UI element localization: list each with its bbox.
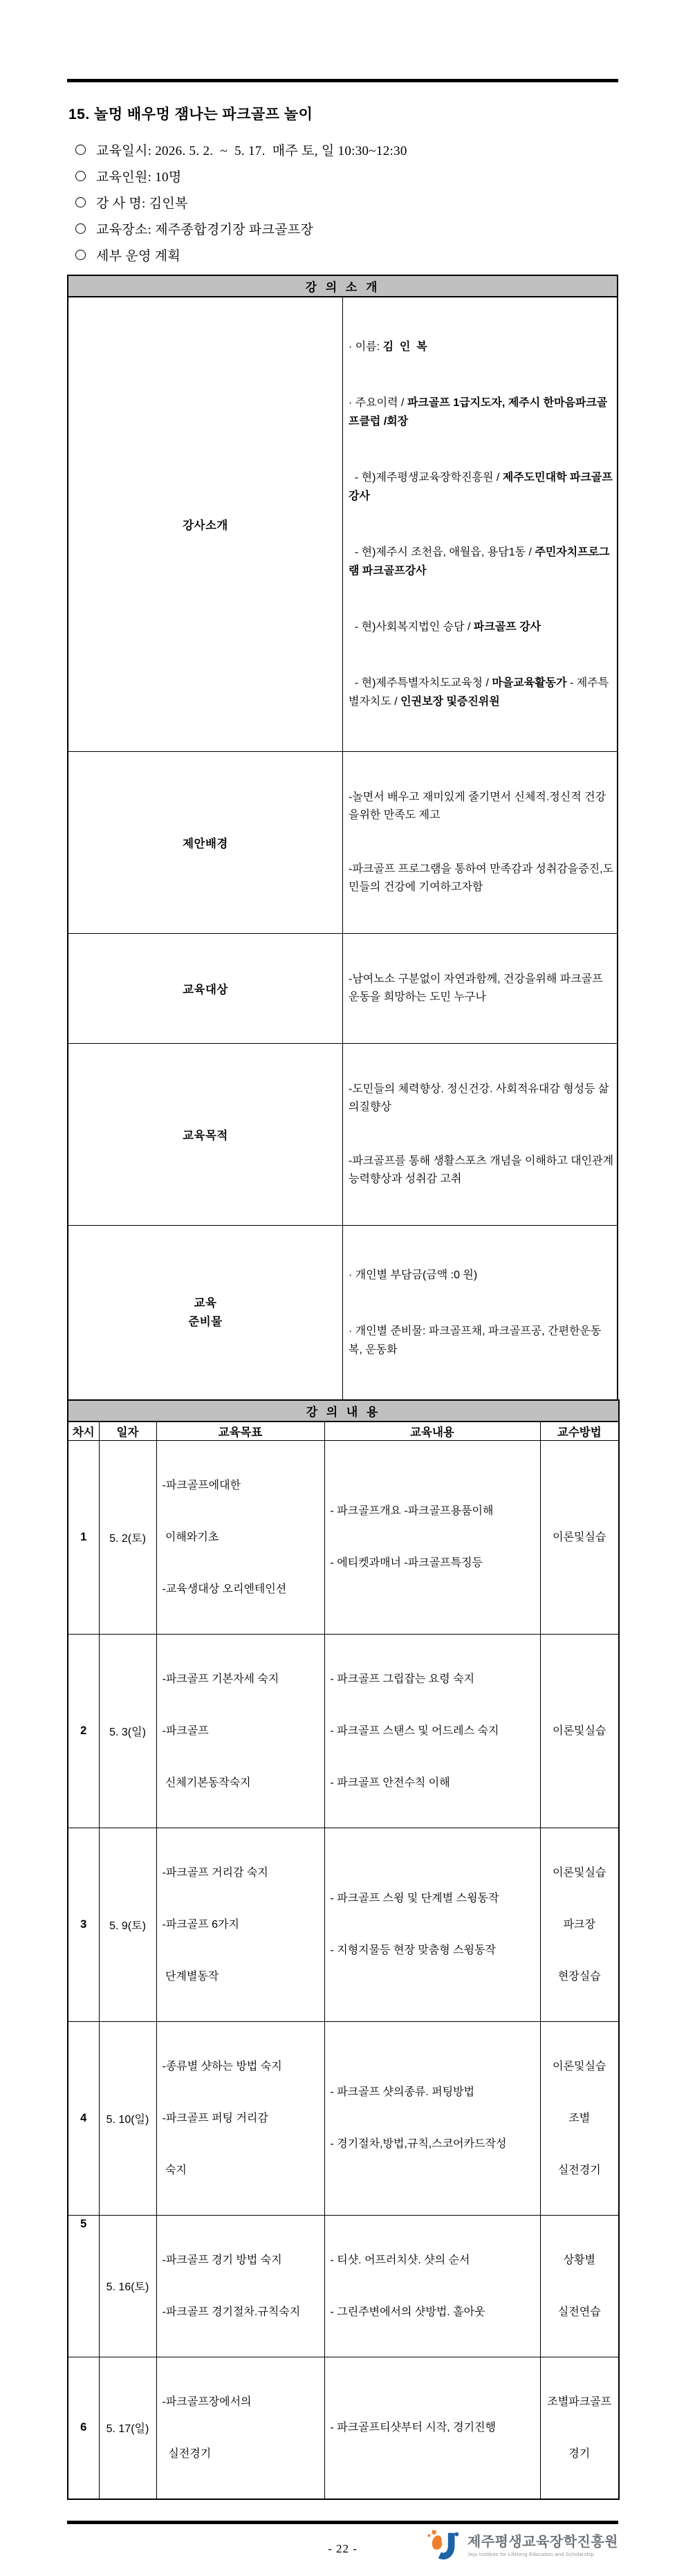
top-rule: [67, 79, 618, 82]
page-title: 15. 놀멍 배우멍 잼나는 파크골프 놀이: [68, 107, 313, 122]
table-row-background: [68, 752, 618, 934]
circle-bullet-icon: [75, 250, 86, 260]
logo-j-icon: [427, 2528, 463, 2564]
column-header-no: 차시: [68, 1422, 99, 1440]
section-header-intro: 강 의 소 개: [68, 275, 618, 297]
table-row: [68, 2021, 619, 2215]
bullet-list: [75, 136, 618, 268]
target-cell: [343, 934, 618, 1044]
circle-bullet-icon: [75, 197, 86, 208]
session-date: 5. 10(일): [99, 2021, 156, 2215]
session-goals: -파크골프장에서의 실전경기: [156, 2357, 324, 2499]
session-method: 이론및실습: [540, 1634, 619, 1828]
bullet-text: 강 사 명: 김인복: [96, 196, 188, 211]
session-date: 5. 9(토): [99, 1828, 156, 2021]
column-header-goal: 교육목표: [156, 1422, 324, 1440]
table-section-header-row: [68, 275, 618, 297]
table-row-materials: [68, 1226, 618, 1401]
logo-text: [467, 2534, 618, 2558]
bullet-text: 교육장소: 제주종합경기장 파크골프장: [96, 222, 314, 237]
table-row-target: [68, 934, 618, 1044]
logo-title: 제주평생교육장학진흥원: [467, 2534, 618, 2550]
session-contents: - 파크골프 그립잡는 요령 숙지 - 파크골프 스탠스 및 어드레스 숙지 - 파크골프 안전수칙 이해: [324, 1634, 540, 1828]
bullet-text: 교육인원: 10명: [96, 169, 182, 185]
session-goals: -파크골프 경기 방법 숙지 -파크골프 경기절차.규칙숙지: [156, 2215, 324, 2357]
table-row: [68, 1634, 619, 1828]
lecture-content-table: [67, 1399, 620, 2500]
session-contents: - 티샷. 어프러치샷. 샷의 순서 - 그린주변에서의 샷방법. 홀아웃: [324, 2215, 540, 2357]
session-date: 5. 16(토): [99, 2215, 156, 2357]
bullet-text: 세부 운영 계획: [96, 248, 181, 264]
materials-cell: [343, 1226, 618, 1401]
text-line: -남여노소 구분없이 자연과함께, 건강을위해 파크골프 운동을 희망하는 도민 누구나: [349, 973, 606, 1003]
session-date: 5. 3(일): [99, 1634, 156, 1828]
document-page: [67, 79, 618, 2576]
session-method: 조별파크골프 경기: [540, 2357, 619, 2499]
logo-subtitle: Jeju Institute for Lifelong Education and Scholarship: [467, 2551, 595, 2557]
table-row: [68, 2357, 619, 2499]
text-line: -놀면서 배우고 재미있게 줄기면서 신체적.정신적 건강을위한 만족도 제고: [349, 791, 606, 821]
session-method: 이론및실습 조별 실전경기: [540, 2021, 619, 2215]
instructor-line: - 현)제주특별자치도교육청 / 마을교육활동가 - 제주특별자치도 / 인권보장 및증진위원: [349, 677, 609, 708]
session-goals: -파크골프 기본자세 숙지 -파크골프 신체기본동작숙지: [156, 1634, 324, 1828]
text-line: · 개인별 부담금(금액 :0 원): [349, 1269, 478, 1281]
background-cell: [343, 752, 618, 934]
list-item: [75, 189, 618, 215]
session-date: 5. 2(토): [99, 1440, 156, 1634]
instructor-line: - 현)사회복지법인 승담 / 파크골프 강사: [349, 621, 541, 633]
table-row-instructor: [68, 297, 618, 752]
column-header-content: 교육내용: [324, 1422, 540, 1440]
list-item: [75, 136, 618, 163]
row-label: 교육목적: [68, 1044, 343, 1226]
list-item: [75, 163, 618, 189]
session-number: 4: [68, 2021, 99, 2215]
table-section-header-row: [68, 1400, 619, 1422]
text-line: -도민들의 체력향상. 정신건강. 사회적유대감 형성등 삶의질향상: [349, 1083, 609, 1113]
circle-bullet-icon: [75, 171, 86, 181]
circle-bullet-icon: [75, 145, 86, 155]
instructor-cell: [343, 297, 618, 752]
row-label: 강사소개: [68, 297, 343, 752]
instructor-line: · 주요이력 / 파크골프 1급지도자, 제주시 한마음파크골프클럽 /회장: [349, 397, 608, 427]
session-number: 3: [68, 1828, 99, 2021]
lecture-intro-table: [67, 275, 618, 1401]
jeju-institute-logo: [427, 2528, 618, 2564]
session-contents: - 파크골프개요 -파크골프용품이해 - 에티켓과매너 -파크골프특징등: [324, 1440, 540, 1634]
instructor-line: - 현)제주평생교육장학진흥원 / 제주도민대학 파크골프강사: [349, 472, 613, 502]
session-number: 1: [68, 1440, 99, 1634]
row-label: 교육대상: [68, 934, 343, 1044]
session-method: 이론및실습: [540, 1440, 619, 1634]
text-line: -파크골프 프로그램을 통하여 만족감과 성취감을증진,도민들의 건강에 기여하고자함: [349, 863, 614, 893]
session-method: 상황별 실전연습: [540, 2215, 619, 2357]
column-header-row: [68, 1422, 619, 1440]
session-number: 2: [68, 1634, 99, 1828]
column-header-date: 일자: [99, 1422, 156, 1440]
table-row: [68, 2215, 619, 2357]
session-contents: - 파크골프티샷부터 시작, 경기진행: [324, 2357, 540, 2499]
text-line: -파크골프를 통해 생활스포츠 개념을 이해하고 대인관계능력향상과 성취감 고취: [349, 1155, 614, 1185]
list-item: [75, 241, 618, 268]
bullet-text: 교육일시: 2026. 5. 2. ~ 5. 17. 매주 토, 일 10:30~12:30: [96, 143, 407, 158]
session-number: 6: [68, 2357, 99, 2499]
instructor-line: · 이름: 김 인 복: [349, 341, 427, 353]
circle-bullet-icon: [75, 223, 86, 234]
table-row-purpose: [68, 1044, 618, 1226]
instructor-line: - 현)제주시 조천읍, 애월읍, 용담1동 / 주민자치프로그램 파크골프강사: [349, 546, 610, 577]
session-contents: - 파크골프 샷의종류. 퍼팅방법 - 경기절차,방법,규칙,스코어카드작성: [324, 2021, 540, 2215]
section-header-content: 강 의 내 용: [68, 1400, 619, 1422]
purpose-cell: [343, 1044, 618, 1226]
session-contents: - 파크골프 스윙 및 단계별 스윙동작 - 지형지물등 현장 맞춤형 스윙동작: [324, 1828, 540, 2021]
table-row: [68, 1440, 619, 1634]
page-number: - 22 -: [328, 2541, 358, 2555]
session-goals: -종류별 샷하는 방법 숙지 -파크골프 퍼팅 거리감 숙지: [156, 2021, 324, 2215]
row-label: 제안배경: [68, 752, 343, 934]
page-footer: [67, 2524, 618, 2576]
session-number: 5: [68, 2215, 99, 2357]
table-row: [68, 1828, 619, 2021]
text-line: · 개인별 준비물: 파크골프채, 파크골프공, 간편한운동복, 운동화: [349, 1325, 602, 1356]
column-header-method: 교수방법: [540, 1422, 619, 1440]
row-label: 교육 준비물: [68, 1226, 343, 1401]
session-goals: -파크골프 거리감 숙지 -파크골프 6가지 단계별동작: [156, 1828, 324, 2021]
session-date: 5. 17(일): [99, 2357, 156, 2499]
session-goals: -파크골프에대한 이해와기초 -교육생대상 오리엔테인션: [156, 1440, 324, 1634]
session-method: 이론및실습 파크장 현장실습: [540, 1828, 619, 2021]
list-item: [75, 215, 618, 241]
